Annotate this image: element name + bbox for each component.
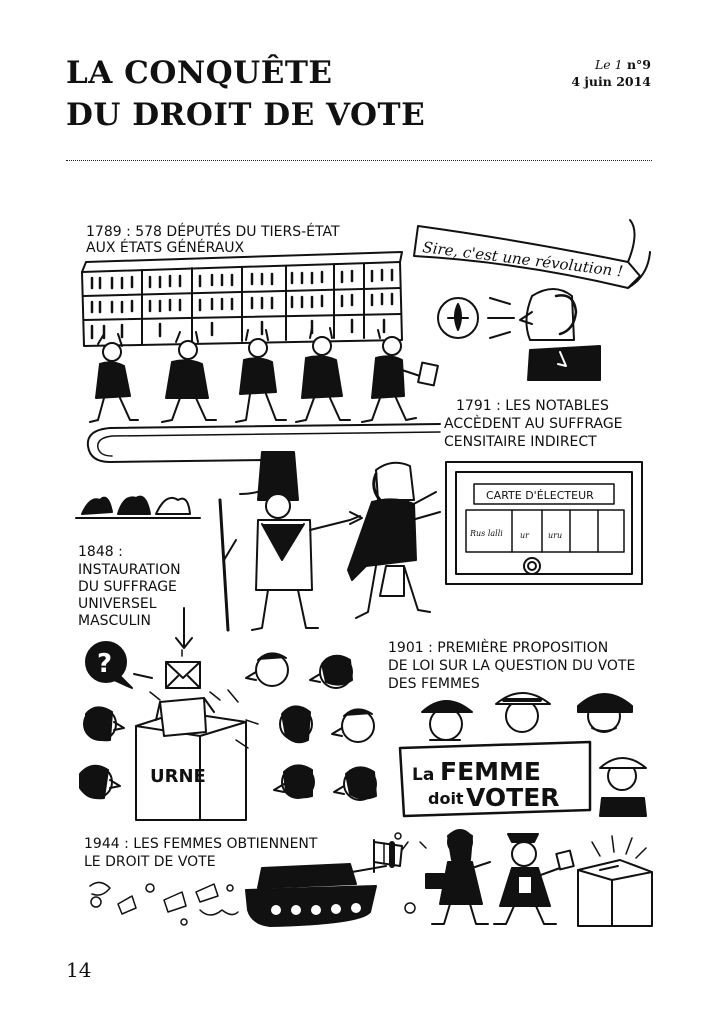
women-voters xyxy=(426,830,574,924)
caption-1791-line2: ACCÈDENT AU SUFFRAGE xyxy=(444,416,623,432)
sign-la: La xyxy=(412,765,435,785)
envelope-icon xyxy=(150,650,220,700)
urn-label: URNE xyxy=(150,766,206,787)
caption-1848-line3: DU SUFFRAGE xyxy=(78,579,177,595)
title-line-1: LA CONQUÊTE xyxy=(66,55,333,91)
caption-1848-line2: INSTAURATION xyxy=(78,562,181,578)
king-figure xyxy=(438,289,600,380)
caption-1791-line1: 1791 : LES NOTABLES xyxy=(456,398,609,414)
title-line-2: DU DROIT DE VOTE xyxy=(66,97,426,133)
protest-sign xyxy=(400,742,590,816)
ballot-box-icon xyxy=(136,698,246,820)
question-mark: ? xyxy=(97,649,113,679)
sign-femme: FEMME xyxy=(440,757,541,786)
caption-1944-line2: LE DROIT DE VOTE xyxy=(84,854,216,870)
caption-1944-line1: 1944 : LES FEMMES OBTIENNENT xyxy=(84,836,318,852)
publication-name: Le 1 xyxy=(594,57,623,72)
soldier-figure xyxy=(220,452,362,630)
voter-card-icon xyxy=(446,462,642,584)
caption-1848-line5: MASCULIN xyxy=(78,613,151,629)
caption-1901-line2: DE LOI SUR LA QUESTION DU VOTE xyxy=(388,658,636,674)
banner-text: Sire, c'est une révolution ! xyxy=(421,238,625,281)
issue-number: n°9 xyxy=(626,57,651,72)
caption-1789-line1: 1789 : 578 DÉPUTÉS DU TIERS-ÉTAT xyxy=(86,224,340,240)
notable-figure xyxy=(348,463,440,618)
sign-voter: VOTER xyxy=(466,783,560,812)
shrubs xyxy=(76,497,200,518)
revolution-banner xyxy=(414,220,650,288)
caption-1848-line1: 1848 : xyxy=(78,544,123,560)
card-cell-1: Rus lalli xyxy=(470,529,503,538)
tank-icon xyxy=(246,840,402,926)
arrow-down-icon xyxy=(176,608,192,648)
caption-1789-line2: AUX ÉTATS GÉNÉRAUX xyxy=(86,240,245,256)
sign-doit: doit xyxy=(428,789,464,808)
card-title: CARTE D'ÉLECTEUR xyxy=(486,489,594,502)
caption-1901-line3: DES FEMMES xyxy=(388,676,480,692)
caption-1848-line4: UNIVERSEL xyxy=(78,596,157,612)
final-ballot-box-icon xyxy=(578,836,652,926)
question-bubble-icon xyxy=(86,642,132,688)
palace-icon xyxy=(82,252,402,346)
issue-date: 4 juin 2014 xyxy=(571,74,651,89)
caption-1901-line1: 1901 : PREMIÈRE PROPOSITION xyxy=(388,640,609,656)
page-number: 14 xyxy=(66,958,92,982)
card-cell-2: ur xyxy=(520,531,529,540)
caption-1791-line3: CENSITAIRE INDIRECT xyxy=(444,434,597,450)
card-cell-3: uru xyxy=(548,531,563,540)
